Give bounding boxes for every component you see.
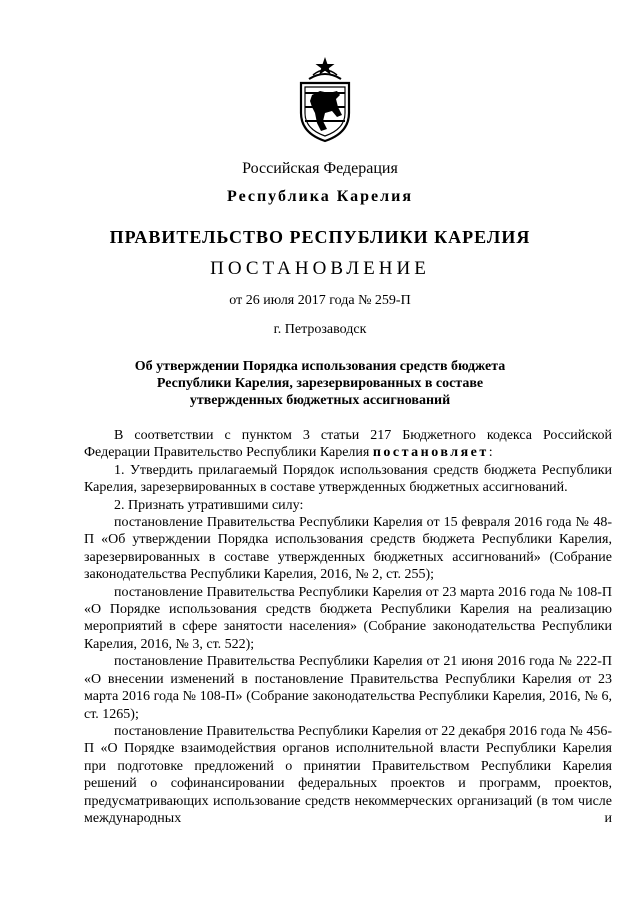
coat-of-arms-emblem	[295, 55, 355, 143]
document-city: г. Петрозаводск	[273, 322, 367, 337]
document-title	[0, 358, 640, 409]
document-type: ПОСТАНОВЛЕНИЕ	[210, 258, 430, 279]
country-name: Российская Федерация	[242, 160, 398, 177]
intro-text: В соответствии с пунктом 3 статьи 217 Бюджетного кодекса Российской Федерации Правительство Республики Карелия	[84, 428, 612, 461]
document-title-line: утвержденных бюджетных ассигнований	[189, 393, 451, 408]
item-2-paragraph: 2. Признать утратившими силу:	[114, 497, 304, 513]
document-title-line: Об утверждении Порядка использования средств бюджета	[134, 359, 506, 374]
repealed-decree-paragraph: постановление Правительства Республики Карелия от 23 марта 2016 года № 108-П «О Порядке использования средств бюджета Республики Карелия на реализацию мероприятий в сфере занятости населения» (Собрание законодательства Республики Карелия, 2016, № 3, ст. 522);	[84, 584, 612, 652]
repealed-decree-paragraph: постановление Правительства Республики Карелия от 21 июня 2016 года № 222-П «О внесении изменений в постановление Правительства Республики Карелия от 23 марта 2016 года № 108-П» (Собрание законодательства Республики Карелия, 2016, № 6, ст. 1265);	[84, 654, 612, 722]
document-title-line: Республики Карелия, зарезервированных в составе	[156, 376, 484, 391]
government-name: ПРАВИТЕЛЬСТВО РЕСПУБЛИКИ КАРЕЛИЯ	[109, 227, 531, 247]
intro-paragraph	[84, 427, 612, 462]
item-1-paragraph: 1. Утвердить прилагаемый Порядок использования средств бюджета Республики Карелия, зарезервированных в составе утвержденных бюджетных ассигнований.	[84, 462, 612, 496]
decrees-word: постановляет	[372, 445, 489, 461]
repealed-decree-paragraph: постановление Правительства Республики Карелия от 15 февраля 2016 года № 48-П «Об утверждении Порядка использования средств бюджета Республики Карелия, зарезервированных в составе утвержденных бюджетных ассигнований» (Собрание законодательства Республики Карелия, 2016, № 2, ст. 255);	[84, 515, 612, 583]
repealed-decree-paragraph: постановление Правительства Республики Карелия от 22 декабря 2016 года № 456-П «О Порядке взаимодействия органов исполнительной власти Республики Карелия при подготовке предложений о принятии Правительством Республики Карелия решений о софинансировании федеральных проектов и программ, проектов, предусматривающих использование средств некоммерческих организаций (в том числе международных и	[84, 723, 612, 826]
intro-end: :	[488, 445, 493, 461]
document-body	[84, 427, 612, 827]
republic-name: Республика Карелия	[227, 188, 413, 205]
document-date-number: от 26 июля 2017 года № 259-П	[229, 293, 411, 308]
